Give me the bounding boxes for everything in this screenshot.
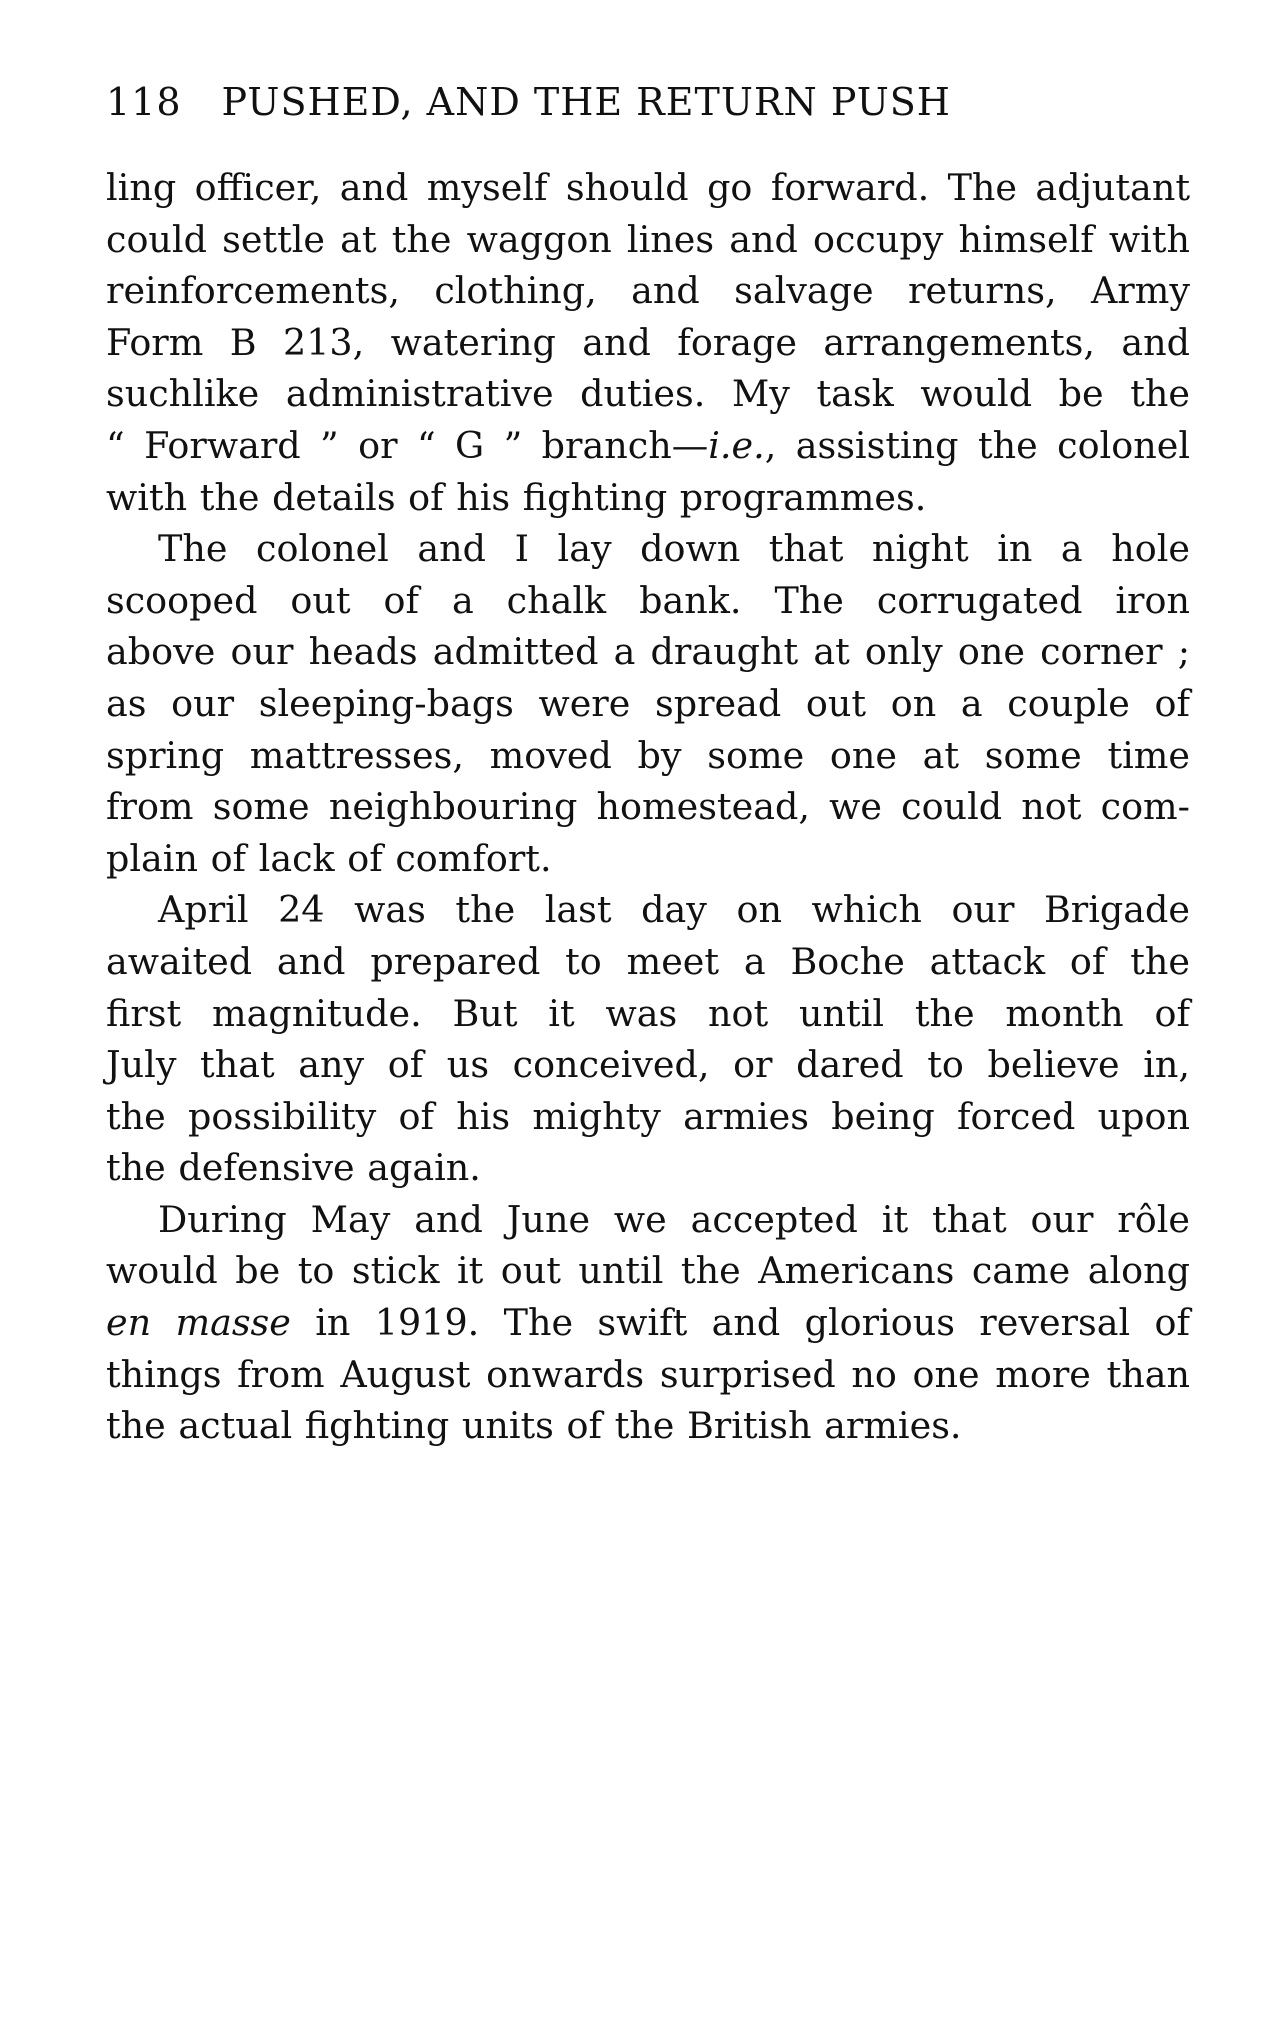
- text-line: plain of lack of comfort.: [106, 836, 552, 880]
- paragraph: [106, 523, 1190, 884]
- text-line: ling officer, and myself should go forward. The adjutant: [106, 166, 1190, 209]
- text-fragment: in 1919. The swift and glorious reversal of: [290, 1301, 1190, 1345]
- text-line: suchlike administrative duties. My task would be the: [106, 372, 1190, 416]
- text-line: July that any of us conceived, or dared to believe in,: [106, 1043, 1190, 1087]
- text-line: above our heads admitted a draught at only one corner ;: [106, 630, 1190, 674]
- text-line: could settle at the waggon lines and occupy himself with: [106, 217, 1190, 261]
- text-line: [106, 420, 1190, 472]
- body-text: [106, 162, 1190, 1452]
- text-line: as our sleeping-bags were spread out on a couple of: [106, 681, 1190, 725]
- text-line: from some neighbouring homestead, we could not com-: [106, 785, 1190, 829]
- italic-phrase: en masse: [106, 1301, 291, 1345]
- text-line: spring mattresses, moved by some one at some time: [106, 733, 1190, 777]
- running-title: PUSHED, AND THE RETURN PUSH: [221, 80, 951, 124]
- text-line: [106, 1297, 1190, 1349]
- text-fragment: , assisting the colonel: [764, 423, 1190, 467]
- text-line: the possibility of his mighty armies being forced upon: [106, 1094, 1190, 1138]
- text-line: April 24 was the last day on which our Brigade: [158, 888, 1190, 932]
- running-head: [106, 60, 1190, 144]
- text-line: the actual fighting units of the British armies.: [106, 1404, 962, 1448]
- paragraph: [106, 1194, 1190, 1452]
- page-number: 118: [106, 80, 182, 124]
- text-line: first magnitude. But it was not until the month of: [106, 991, 1190, 1035]
- book-page: [106, 60, 1190, 1452]
- text-line: scooped out of a chalk bank. The corrugated iron: [106, 578, 1190, 622]
- paragraph: [106, 884, 1190, 1194]
- text-line: The colonel and I lay down that night in a hole: [158, 527, 1190, 571]
- text-line: the defensive again.: [106, 1146, 481, 1190]
- italic-abbreviation: i.e.: [708, 423, 765, 467]
- paragraph: [106, 162, 1190, 523]
- text-line: During May and June we accepted it that our rôle: [158, 1197, 1190, 1241]
- text-line: awaited and prepared to meet a Boche attack of the: [106, 939, 1190, 983]
- text-line: Form B 213, watering and forage arrangements, and: [106, 320, 1190, 364]
- text-line: things from August onwards surprised no one more than: [106, 1352, 1190, 1396]
- text-line: reinforcements, clothing, and salvage returns, Army: [106, 269, 1190, 313]
- text-fragment: “ Forward ” or “ G ” branch—: [106, 423, 709, 467]
- text-line: with the details of his fighting programmes.: [106, 475, 927, 519]
- text-line: would be to stick it out until the Americans came along: [106, 1249, 1190, 1293]
